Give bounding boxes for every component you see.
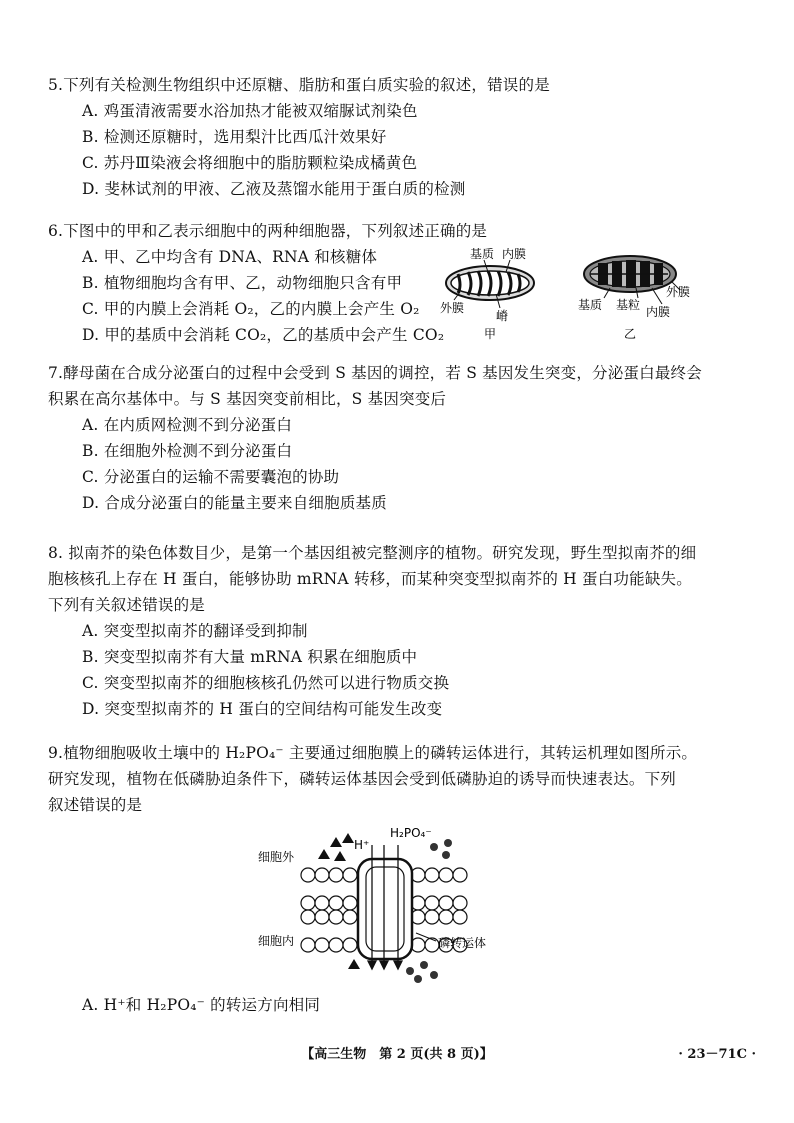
label-matrix: 基质 (470, 248, 495, 261)
label-stroma: 基质 (578, 298, 603, 312)
caption-yi: 乙 (624, 327, 637, 341)
question-stem: 6.下图中的甲和乙表示细胞中的两种细胞器，下列叙述正确的是 (48, 222, 488, 240)
label-outside: 细胞外 (258, 850, 295, 864)
question-9-options (48, 992, 320, 1018)
label-h-ion: H⁺ (354, 838, 370, 852)
question-stem: 5.下列有关检测生物组织中还原糖、脂肪和蛋白质实验的叙述，错误的是 (48, 76, 550, 94)
page-footer: 【高三生物 第 2 页(共 8 页)】 (301, 1047, 493, 1062)
option-b: B. 突变型拟南芥有大量 mRNA 积累在细胞质中 (82, 648, 418, 666)
option-d: D. 合成分泌蛋白的能量主要来自细胞质基质 (82, 494, 387, 512)
question-stem-line-1: 8. 拟南芥的染色体数目少，是第一个基因组被完整测序的植物。研究发现，野生型拟南芥的细 (48, 544, 697, 562)
option-b: B. 植物细胞均含有甲、乙，动物细胞只含有甲 (82, 274, 403, 292)
organelle-figure (440, 248, 700, 348)
label-phosphate: H₂PO₄⁻ (390, 826, 432, 840)
label-inside: 细胞内 (258, 934, 295, 948)
question-stem-line-2: 积累在高尔基体中。与 S 基因突变前相比，S 基因突变后 (48, 390, 447, 408)
caption-jia: 甲 (484, 327, 497, 341)
label-outer-membrane: 外膜 (666, 285, 691, 299)
option-b: B. 在细胞外检测不到分泌蛋白 (82, 442, 293, 460)
option-a: A. 突变型拟南芥的翻译受到抑制 (82, 622, 308, 640)
label-outer-membrane: 外膜 (440, 301, 465, 315)
question-stem-line-3: 叙述错误的是 (48, 796, 143, 814)
option-d: D. 突变型拟南芥的 H 蛋白的空间结构可能发生改变 (82, 700, 443, 718)
option-d: D. 斐林试剂的甲液、乙液及蒸馏水能用于蛋白质的检测 (82, 180, 466, 198)
question-9 (48, 740, 697, 818)
option-d: D. 甲的基质中会消耗 CO₂，乙的基质中会产生 CO₂ (82, 326, 445, 344)
label-transporter: 磷转运体 (438, 936, 487, 950)
option-a: A. 在内质网检测不到分泌蛋白 (82, 416, 293, 434)
question-6 (48, 218, 488, 348)
option-c: C. 甲的内膜上会消耗 O₂，乙的内膜上会产生 O₂ (82, 300, 420, 318)
label-inner-membrane: 内膜 (646, 305, 671, 319)
mitochondrion-diagram (440, 248, 534, 341)
exam-code: · 23－71C · (678, 1047, 756, 1062)
option-c: C. 分泌蛋白的运输不需要囊泡的协助 (82, 468, 340, 486)
option-a: A. 甲、乙中均含有 DNA、RNA 和核糖体 (82, 248, 378, 266)
option-c: C. 苏丹Ⅲ染液会将细胞中的脂肪颗粒染成橘黄色 (82, 154, 418, 172)
phosphate-transporter-figure (258, 825, 518, 985)
question-stem-line-2: 胞核核孔上存在 H 蛋白，能够协助 mRNA 转移，而某种突变型拟南芥的 H 蛋白功能缺失。 (48, 570, 692, 588)
question-stem-line-3: 下列有关叙述错误的是 (48, 596, 206, 614)
question-stem-line-1: 9.植物细胞吸收土壤中的 H₂PO₄⁻ 主要通过细胞膜上的磷转运体进行，其转运机理如图所示。 (48, 744, 698, 762)
option-c: C. 突变型拟南芥的细胞核核孔仍然可以进行物质交换 (82, 674, 450, 692)
question-stem-line-2: 研究发现，植物在低磷胁迫条件下，磷转运体基因会受到低磷胁迫的诱导而快速表达。下列 (48, 770, 677, 788)
question-stem-line-1: 7.酵母菌在合成分泌蛋白的过程中会受到 S 基因的调控，若 S 基因发生突变，分泌蛋白最终会 (48, 364, 702, 382)
chloroplast-diagram (578, 256, 690, 341)
question-8 (48, 540, 696, 722)
question-5 (48, 72, 550, 202)
label-cristae: 嵴 (496, 309, 509, 323)
label-grana: 基粒 (616, 298, 641, 312)
option-a: A. 鸡蛋清液需要水浴加热才能被双缩脲试剂染色 (82, 102, 418, 120)
question-7 (48, 360, 702, 516)
option-b: B. 检测还原糖时，选用梨汁比西瓜汁效果好 (82, 128, 387, 146)
label-inner-membrane: 内膜 (502, 248, 527, 261)
option-a: A. H⁺和 H₂PO₄⁻ 的转运方向相同 (82, 996, 321, 1014)
